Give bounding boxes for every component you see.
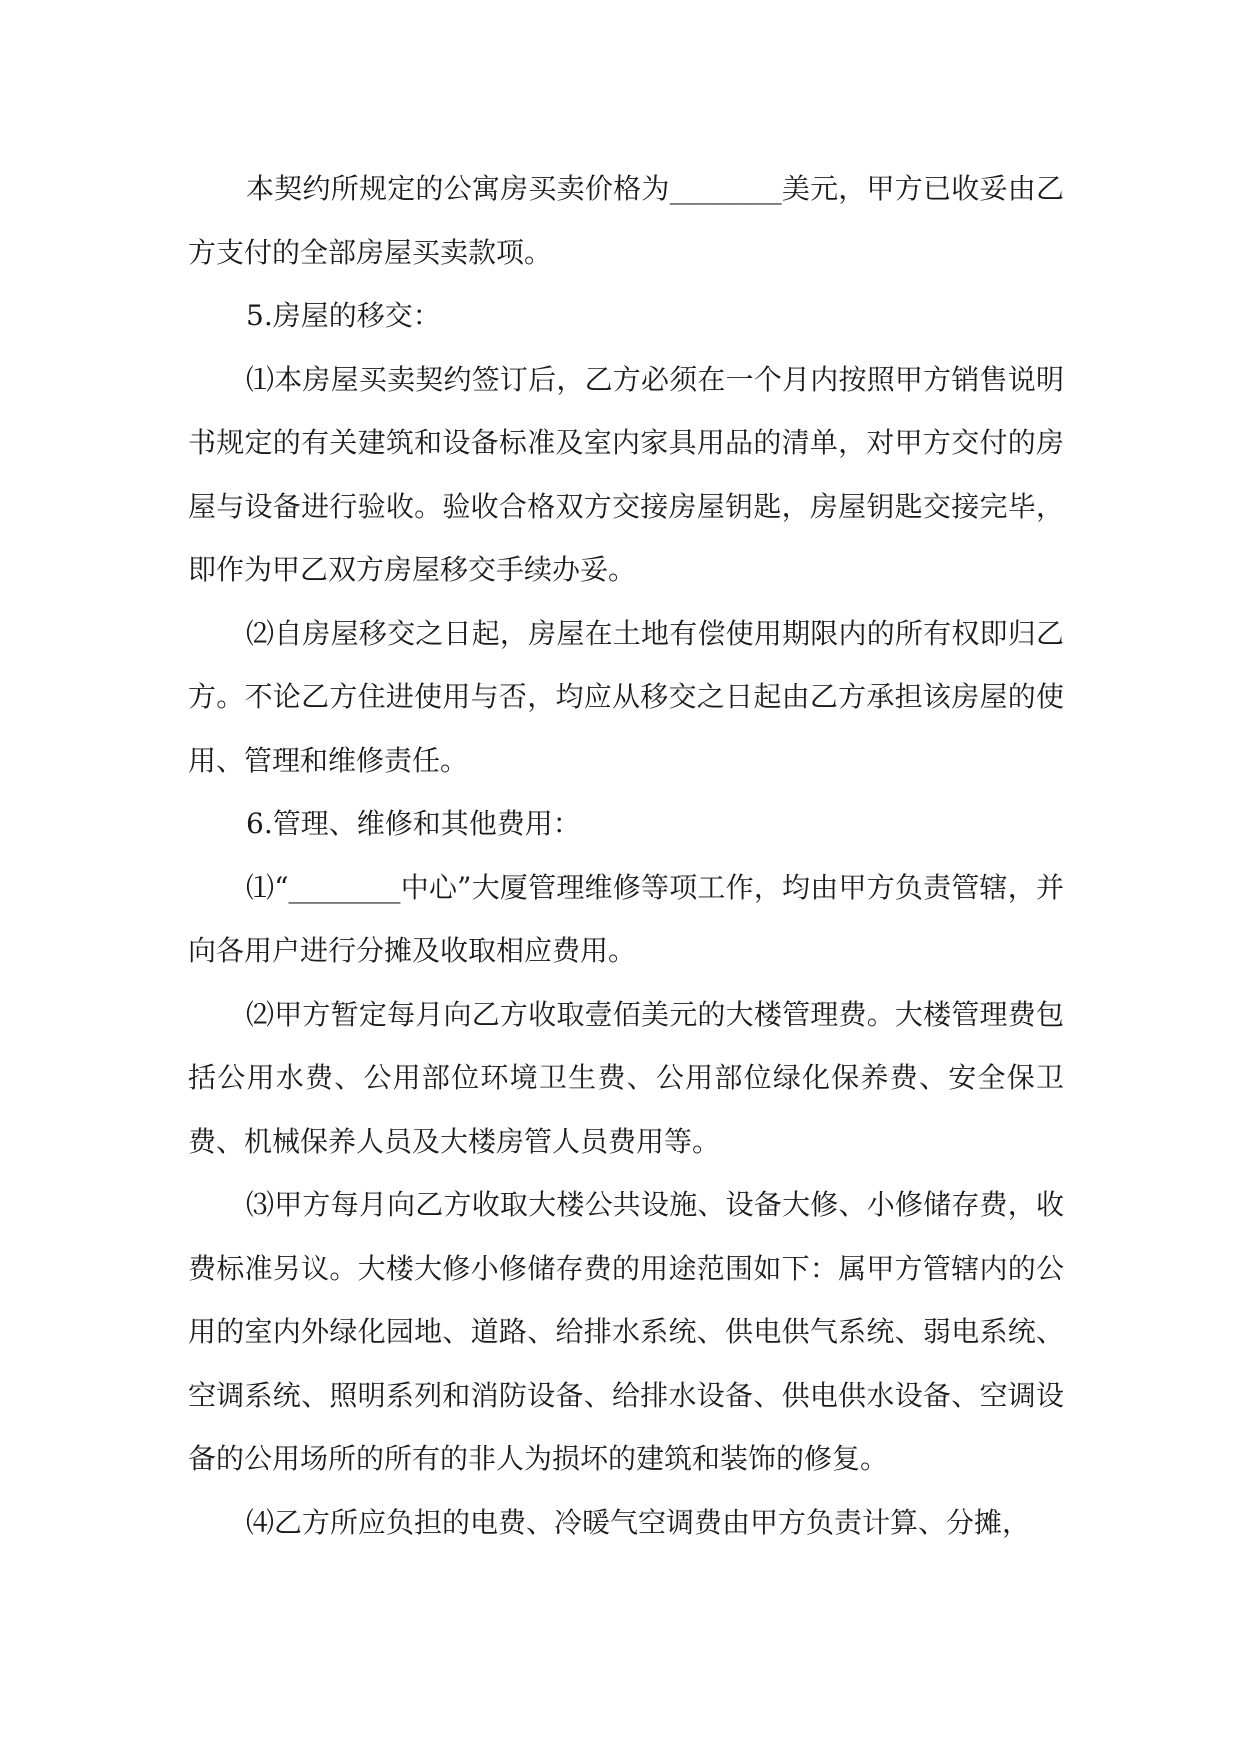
section-heading-fees: 6.管理、维修和其他费用： (246, 807, 581, 840)
document-body (188, 157, 1064, 1554)
paragraph-price: 本契约所规定的公寓房买卖价格为________美元，甲方已收妥由乙方支付的全部房屋买卖款项。 (188, 172, 1064, 269)
paragraph-fees-2: ⑵甲方暂定每月向乙方收取壹佰美元的大楼管理费。大楼管理费包括公用水费、公用部位环境卫生费、公用部位绿化保养费、安全保卫费、机械保养人员及大楼房管人员费用等。 (188, 997, 1064, 1158)
paragraph-fees-1: ⑴“________中心”大厦管理维修等项工作，均由甲方负责管辖，并向各用户进行分摊及收取相应费用。 (188, 870, 1064, 967)
section-heading-handover: 5.房屋的移交： (246, 299, 441, 332)
paragraph-handover-1: ⑴本房屋买卖契约签订后，乙方必须在一个月内按照甲方销售说明书规定的有关建筑和设备标准及室内家具用品的清单，对甲方交付的房屋与设备进行验收。验收合格双方交接房屋钥匙，房屋钥匙交接完毕，即作为甲乙双方房屋移交手续办妥。 (188, 362, 1064, 586)
paragraph-handover-2: ⑵自房屋移交之日起，房屋在土地有偿使用期限内的所有权即归乙方。不论乙方住进使用与否，均应从移交之日起由乙方承担该房屋的使用、管理和维修责任。 (188, 616, 1064, 777)
paragraph-fees-4: ⑷乙方所应负担的电费、冷暖气空调费由甲方负责计算、分摊， (246, 1505, 1031, 1539)
paragraph-fees-3: ⑶甲方每月向乙方收取大楼公共设施、设备大修、小修储存费，收费标准另议。大楼大修小修储存费的用途范围如下：属甲方管辖内的公用的室内外绿化园地、道路、给排水系统、供电供气系统、弱电系统、空调系统、照明系列和消防设备、给排水设备、供电供水设备、空调设备的公用场所的所有的非人为损坏的建筑和装饰的修复。 (188, 1188, 1064, 1475)
